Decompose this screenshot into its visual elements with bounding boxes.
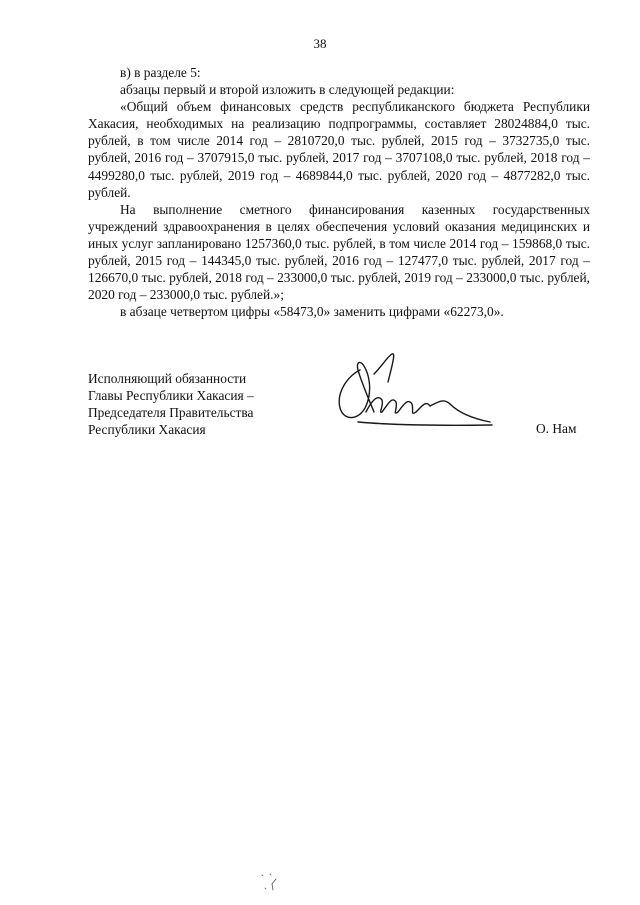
paragraph-fourth-amendment: в абзаце четвертом цифры «58473,0» заменить цифрами «62273,0». <box>120 304 504 320</box>
signer-position-line: Главы Республики Хакасия – <box>88 388 254 403</box>
signer-position <box>88 370 348 438</box>
paragraph-estimate-funding: На выполнение сметного финансирования казенных государственных учреждений здравоохранения в целях обеспечения условий оказания медицинских и иных услуг запланировано 1257360,0 тыс. рублей, в том числе 2014 год – 159868,0 тыс. рублей, 2015 год – 144345,0 тыс. рублей, 2016 год – 127477,0 тыс. рублей, 2017 год – 126670,0 тыс. рублей, 2018 год – 233000,0 тыс. рублей, 2019 год – 233000,0 тыс. рублей, 2020 год – 233000,0 тыс. рублей.»; <box>88 201 590 303</box>
signer-position-line: Республики Хакасия <box>88 422 206 437</box>
paragraph-section-ref: в) в разделе 5: <box>120 65 201 80</box>
document-body <box>88 64 590 320</box>
page-number: 38 <box>313 36 327 51</box>
signer-position-line: Председателя Правительства <box>88 405 254 420</box>
paragraph-total-funding: «Общий объем финансовых средств республиканского бюджета Республики Хакасия, необходимых на реализацию подпрограммы, составляет 28024884,0 тыс. рублей, в том числе 2014 год – 2810720,0 тыс. рублей, 2015 год – 3732735,0 тыс. рублей, 2016 год – 3707915,0 тыс. рублей, 2017 год – 3707108,0 тыс. рублей, 2018 год – 4499280,0 тыс. рублей, 2019 год – 4689844,0 тыс. рублей, 2020 год – 4877282,0 тыс. рублей. <box>88 99 590 200</box>
signer-name: О. Нам <box>536 421 577 436</box>
scan-mark <box>258 872 282 894</box>
signer-position-line: Исполняющий обязанности <box>88 371 247 386</box>
handwritten-signature <box>330 352 495 434</box>
paragraph-instruction: абзацы первый и второй изложить в следующей редакции: <box>120 82 455 98</box>
